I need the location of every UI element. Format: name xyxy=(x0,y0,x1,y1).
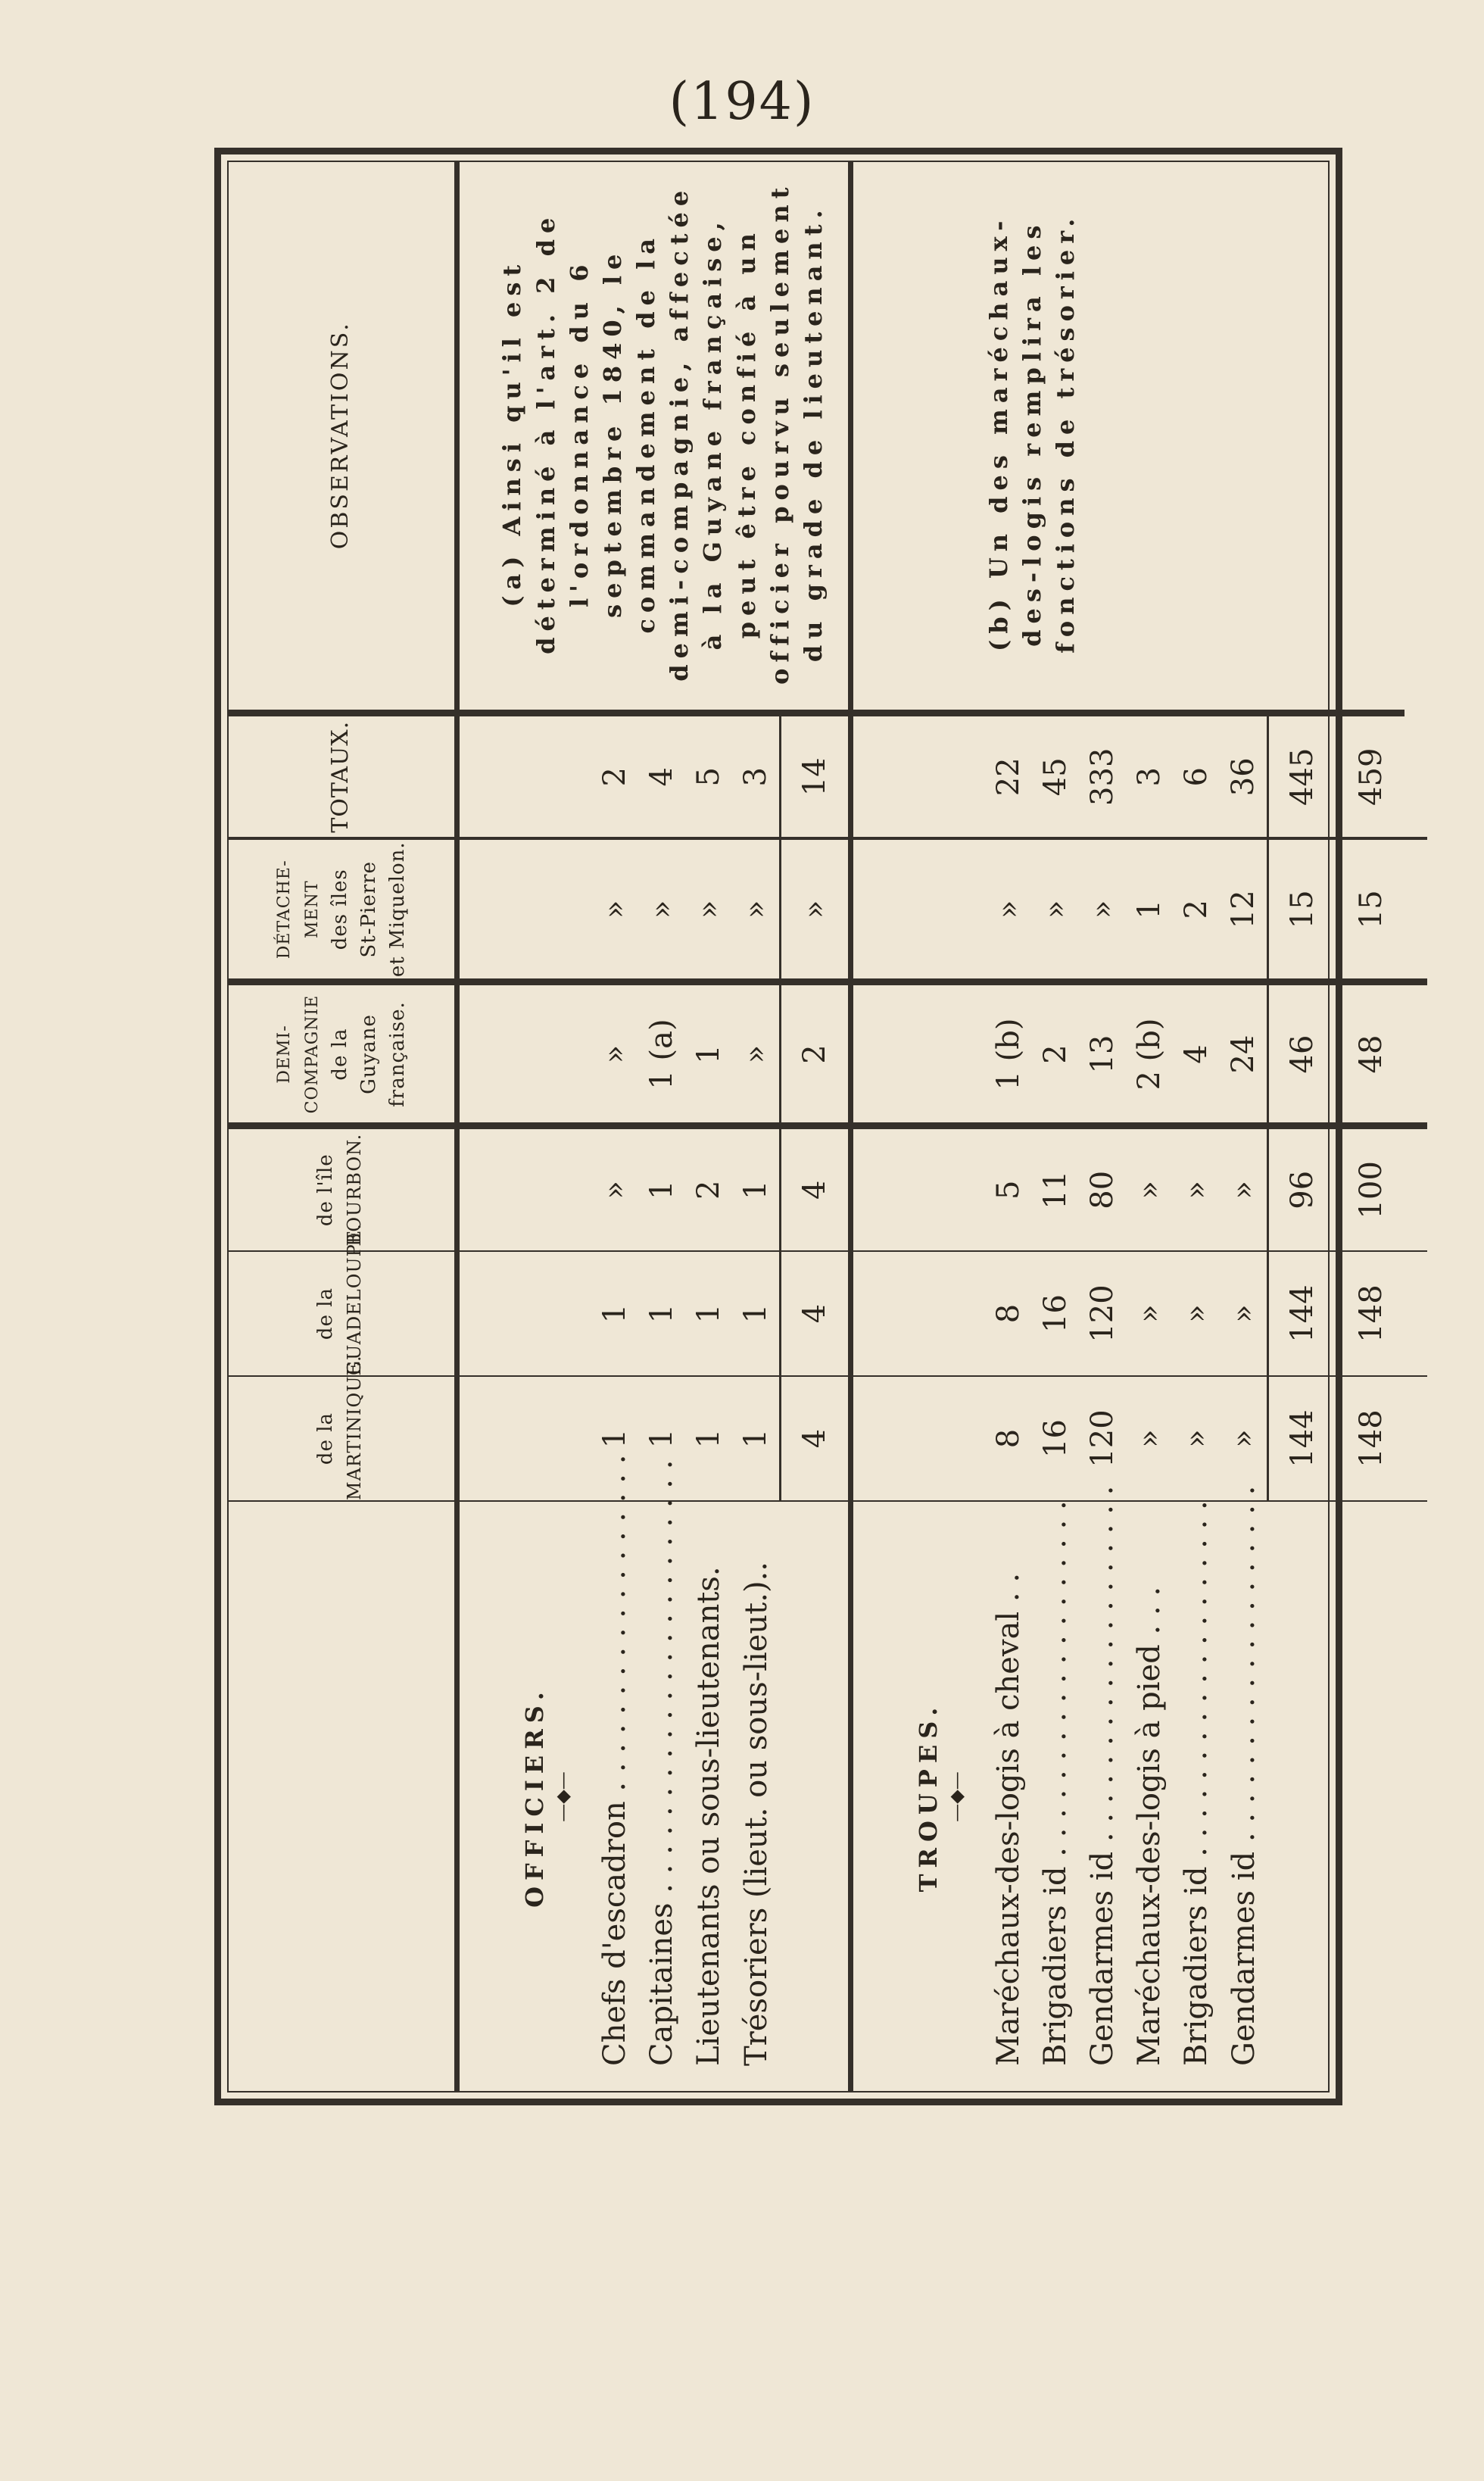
table-row: Brigadiers id . . . . . . . . . . . . . . . . . . . » » » 4 2 6 xyxy=(1173,161,1220,2092)
officiers-subtotal-row: 4 4 4 2 » 14 xyxy=(781,161,851,2092)
table-row: Capitaines . . . . . . . . . . . . . . . . . . . . . . . 1 1 1 1 (a) » 4 xyxy=(638,161,685,2092)
page-number: (194) xyxy=(669,72,815,132)
header-guadeloupe: de la GUADELOUPE. xyxy=(227,1251,457,1376)
observation-note-a: (a) Ainsi qu'il est déterminé à l'art. 2 de l'ordonnance du 6 septembre 1840, le commandement de la demi-compagnie, affectée à la Guyane française, peut être confié à un officier pourvu seulement du grade de lieutenant. xyxy=(457,161,851,713)
table-row: Gendarmes id . . . . . . . . . . . . . . . . . . . 120 120 80 13 » 333 xyxy=(1079,161,1126,2092)
rotated-table-container xyxy=(227,161,1389,2092)
grand-total-row: 148 148 100 48 15 459 xyxy=(1337,161,1405,2092)
section-troupes-title: TROUPES. —◆— xyxy=(851,1501,986,2092)
table-row: Lieutenants ou sous-lieutenants. 1 1 2 1 » 5 xyxy=(685,161,732,2092)
header-guyane: DEMI- COMPAGNIE de la Guyane française. xyxy=(227,982,457,1126)
header-martinique: de la MARTINIQUE. xyxy=(227,1376,457,1501)
troupes-subtotal-row: 144 144 96 46 15 445 xyxy=(1268,161,1337,2092)
gendarmerie-table xyxy=(227,161,1427,2092)
table-row: Chefs d'escadron . . . . . . . . . . . . . . . . . . 1 1 » » » 2 xyxy=(591,161,638,2092)
table-row: Trésoriers (lieut. ou sous-lieut.).. 1 1 1 » » 3 xyxy=(732,161,781,2092)
header-bourbon: de l'île BOURBON. xyxy=(227,1126,457,1251)
observation-note-b: (b) Un des maréchaux-des-logis remplira les fonctions de trésorier. xyxy=(851,161,1405,713)
table-row: Gendarmes id . . . . . . . . . . . . . . . . . . . » » » 24 12 36 xyxy=(1220,161,1268,2092)
header-observations: OBSERVATIONS. xyxy=(227,161,457,713)
header-stpierre: DÉTACHE- MENT des îles St-Pierre et Miquelon. xyxy=(227,838,457,982)
table-row: Brigadiers id . . . . . . . . . . . . . . . . . . . 16 16 11 2 » 45 xyxy=(1032,161,1079,2092)
table-row: Maréchaux-des-logis à cheval . . 8 8 5 1 (b) » 22 xyxy=(985,161,1032,2092)
table-row: Maréchaux-des-logis à pied . . . » » » 2 (b) 1 3 xyxy=(1126,161,1173,2092)
header-totaux: TOTAUX. xyxy=(227,713,457,838)
section-officiers-title: OFFICIERS. —◆— xyxy=(520,1686,573,1908)
header-blank xyxy=(227,1501,457,2092)
